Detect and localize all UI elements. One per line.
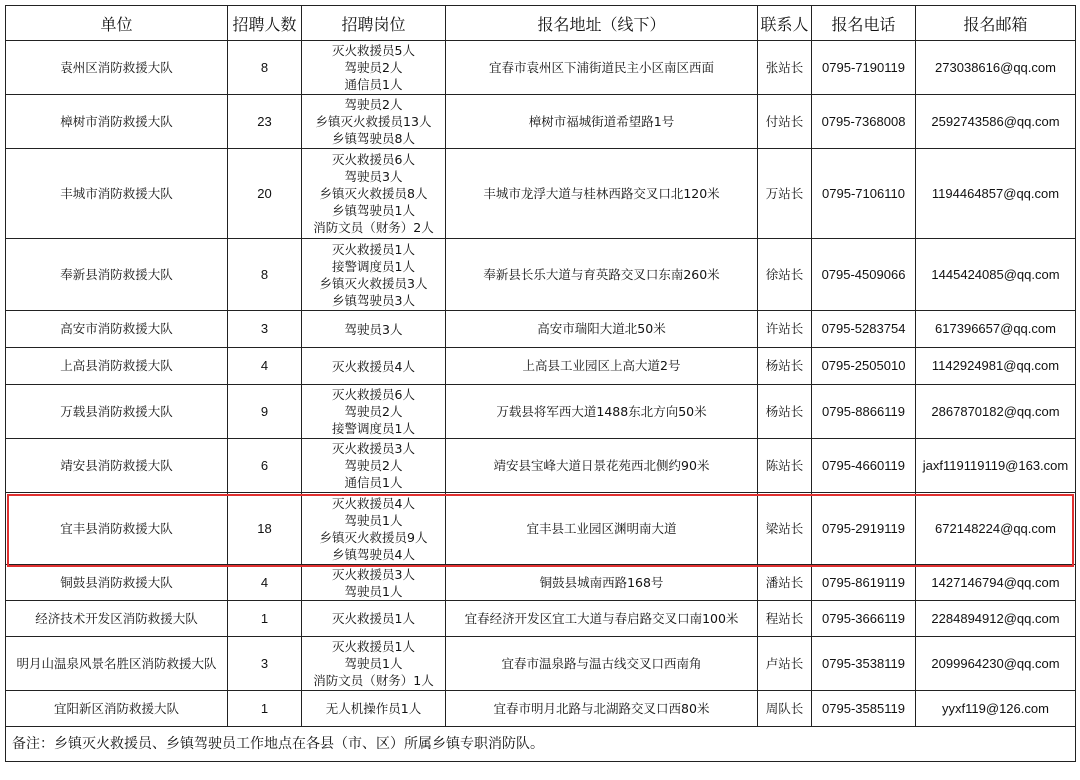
address-cell: 宜春市明月北路与北湖路交叉口西80米 (446, 691, 758, 727)
table-row (6, 601, 1076, 637)
email-cell: 2099964230@qq.com (916, 637, 1076, 691)
unit-cell: 袁州区消防救援大队 (6, 41, 228, 95)
table-row (6, 439, 1076, 493)
email-cell: 617396657@qq.com (916, 311, 1076, 348)
position-item: 驾驶员1人 (344, 656, 403, 671)
position-item: 通信员1人 (344, 77, 403, 92)
positions-cell (302, 691, 446, 727)
address-cell: 宜春市温泉路与温古线交叉口西南角 (446, 637, 758, 691)
position-item: 灭火救援员6人 (332, 152, 415, 167)
table-row (6, 637, 1076, 691)
header-phone: 报名电话 (812, 6, 916, 41)
positions-cell (302, 239, 446, 311)
contact-cell: 许站长 (758, 311, 812, 348)
phone-cell: 0795-3585119 (812, 691, 916, 727)
positions-cell (302, 439, 446, 493)
address-cell: 丰城市龙浮大道与桂林西路交叉口北120米 (446, 149, 758, 239)
count-cell: 1 (228, 691, 302, 727)
table-body (6, 41, 1076, 727)
email-cell: 273038616@qq.com (916, 41, 1076, 95)
unit-cell: 樟树市消防救援大队 (6, 95, 228, 149)
count-cell: 6 (228, 439, 302, 493)
position-item: 乡镇灭火救援员8人 (319, 186, 428, 201)
count-cell: 8 (228, 41, 302, 95)
positions-cell (302, 149, 446, 239)
count-cell: 3 (228, 311, 302, 348)
address-cell: 宜丰县工业园区渊明南大道 (446, 493, 758, 565)
unit-cell: 奉新县消防救援大队 (6, 239, 228, 311)
position-item: 灭火救援员6人 (332, 387, 415, 402)
phone-cell: 0795-3538119 (812, 637, 916, 691)
count-cell: 9 (228, 385, 302, 439)
position-item: 驾驶员2人 (344, 404, 403, 419)
contact-cell: 杨站长 (758, 385, 812, 439)
table-row (6, 348, 1076, 385)
position-item: 乡镇灭火救援员13人 (315, 114, 432, 129)
unit-cell: 宜阳新区消防救援大队 (6, 691, 228, 727)
position-item: 灭火救援员1人 (332, 241, 415, 257)
email-cell: 1142924981@qq.com (916, 348, 1076, 385)
position-item: 驾驶员1人 (344, 583, 403, 599)
position-item: 灭火救援员1人 (332, 611, 415, 626)
address-cell: 万载县将军西大道1488东北方向50米 (446, 385, 758, 439)
positions-cell (302, 601, 446, 637)
header-email: 报名邮箱 (916, 6, 1076, 41)
position-item: 驾驶员2人 (344, 458, 403, 473)
positions-cell (302, 385, 446, 439)
position-item: 接警调度员1人 (332, 421, 415, 436)
header-positions: 招聘岗位 (302, 6, 446, 41)
count-cell: 23 (228, 95, 302, 149)
unit-cell: 上高县消防救援大队 (6, 348, 228, 385)
count-cell: 8 (228, 239, 302, 311)
position-item: 灭火救援员3人 (332, 441, 415, 456)
contact-cell: 卢站长 (758, 637, 812, 691)
table-row (6, 41, 1076, 95)
recruitment-table (5, 5, 1076, 762)
table-row (6, 149, 1076, 239)
header-address: 报名地址（线下） (446, 6, 758, 41)
positions-cell (302, 311, 446, 348)
email-cell: 1194464857@qq.com (916, 149, 1076, 239)
email-cell: jaxf119119119@163.com (916, 439, 1076, 493)
contact-cell: 梁站长 (758, 493, 812, 565)
position-item: 灭火救援员1人 (332, 639, 415, 654)
position-item: 驾驶员2人 (344, 60, 403, 75)
header-row (6, 6, 1076, 41)
unit-cell: 宜丰县消防救援大队 (6, 493, 228, 565)
count-cell: 18 (228, 493, 302, 565)
unit-cell: 经济技术开发区消防救援大队 (6, 601, 228, 637)
address-cell: 宜春经济开发区宜工大道与春启路交叉口南100米 (446, 601, 758, 637)
positions-cell (302, 41, 446, 95)
phone-cell: 0795-3666119 (812, 601, 916, 637)
email-cell: 1445424085@qq.com (916, 239, 1076, 311)
position-item: 消防文员（财务）2人 (313, 220, 434, 235)
table-row (6, 565, 1076, 601)
address-cell: 高安市瑞阳大道北50米 (446, 311, 758, 348)
count-cell: 4 (228, 565, 302, 601)
position-item: 灭火救援员4人 (332, 358, 415, 374)
address-cell: 铜鼓县城南西路168号 (446, 565, 758, 601)
contact-cell: 付站长 (758, 95, 812, 149)
phone-cell: 0795-7190119 (812, 41, 916, 95)
contact-cell: 程站长 (758, 601, 812, 637)
position-item: 乡镇驾驶员3人 (332, 292, 415, 308)
phone-cell: 0795-4660119 (812, 439, 916, 493)
email-cell: yyxf119@126.com (916, 691, 1076, 727)
contact-cell: 徐站长 (758, 239, 812, 311)
position-item: 乡镇灭火救援员9人 (319, 529, 428, 545)
email-cell: 1427146794@qq.com (916, 565, 1076, 601)
phone-cell: 0795-4509066 (812, 239, 916, 311)
phone-cell: 0795-7368008 (812, 95, 916, 149)
header-count: 招聘人数 (228, 6, 302, 41)
recruitment-table-container (5, 5, 1075, 762)
position-item: 驾驶员1人 (344, 512, 403, 528)
address-cell: 宜春市袁州区下浦街道民主小区南区西面 (446, 41, 758, 95)
header-unit: 单位 (6, 6, 228, 41)
table-row (6, 311, 1076, 348)
email-cell: 2284894912@qq.com (916, 601, 1076, 637)
email-cell: 2592743586@qq.com (916, 95, 1076, 149)
contact-cell: 杨站长 (758, 348, 812, 385)
contact-cell: 陈站长 (758, 439, 812, 493)
note-text: 备注：乡镇灭火救援员、乡镇驾驶员工作地点在各县（市、区）所属乡镇专职消防队。 (6, 727, 1076, 762)
unit-cell: 高安市消防救援大队 (6, 311, 228, 348)
address-cell: 上高县工业园区上高大道2号 (446, 348, 758, 385)
table-row (6, 691, 1076, 727)
table-row (6, 385, 1076, 439)
position-item: 乡镇驾驶员4人 (332, 546, 415, 562)
count-cell: 4 (228, 348, 302, 385)
positions-cell (302, 348, 446, 385)
contact-cell: 潘站长 (758, 565, 812, 601)
table-row (6, 493, 1076, 565)
phone-cell: 0795-7106110 (812, 149, 916, 239)
contact-cell: 万站长 (758, 149, 812, 239)
address-cell: 奉新县长乐大道与育英路交叉口东南260米 (446, 239, 758, 311)
count-cell: 20 (228, 149, 302, 239)
count-cell: 3 (228, 637, 302, 691)
positions-cell (302, 565, 446, 601)
position-item: 乡镇驾驶员1人 (332, 203, 415, 218)
count-cell: 1 (228, 601, 302, 637)
position-item: 通信员1人 (344, 475, 403, 490)
positions-cell (302, 637, 446, 691)
phone-cell: 0795-2919119 (812, 493, 916, 565)
address-cell: 靖安县宝峰大道日景花苑西北侧约90米 (446, 439, 758, 493)
position-item: 无人机操作员1人 (325, 701, 422, 716)
positions-cell (302, 95, 446, 149)
unit-cell: 铜鼓县消防救援大队 (6, 565, 228, 601)
position-item: 乡镇驾驶员8人 (332, 131, 415, 146)
position-item: 灭火救援员3人 (332, 566, 415, 582)
contact-cell: 周队长 (758, 691, 812, 727)
positions-cell (302, 493, 446, 565)
note-row (6, 727, 1076, 762)
phone-cell: 0795-8866119 (812, 385, 916, 439)
address-cell: 樟树市福城街道希望路1号 (446, 95, 758, 149)
position-item: 灭火救援员4人 (332, 495, 415, 511)
position-item: 乡镇灭火救援员3人 (319, 275, 428, 291)
phone-cell: 0795-5283754 (812, 311, 916, 348)
email-cell: 2867870182@qq.com (916, 385, 1076, 439)
unit-cell: 丰城市消防救援大队 (6, 149, 228, 239)
phone-cell: 0795-2505010 (812, 348, 916, 385)
unit-cell: 万载县消防救援大队 (6, 385, 228, 439)
position-item: 驾驶员2人 (344, 97, 403, 112)
unit-cell: 明月山温泉风景名胜区消防救援大队 (6, 637, 228, 691)
position-item: 消防文员（财务）1人 (313, 673, 434, 688)
position-item: 灭火救援员5人 (332, 43, 415, 58)
contact-cell: 张站长 (758, 41, 812, 95)
position-item: 驾驶员3人 (344, 321, 403, 337)
position-item: 驾驶员3人 (344, 169, 403, 184)
email-cell: 672148224@qq.com (916, 493, 1076, 565)
table-row (6, 239, 1076, 311)
header-contact: 联系人 (758, 6, 812, 41)
position-item: 接警调度员1人 (332, 258, 415, 274)
table-row (6, 95, 1076, 149)
phone-cell: 0795-8619119 (812, 565, 916, 601)
unit-cell: 靖安县消防救援大队 (6, 439, 228, 493)
